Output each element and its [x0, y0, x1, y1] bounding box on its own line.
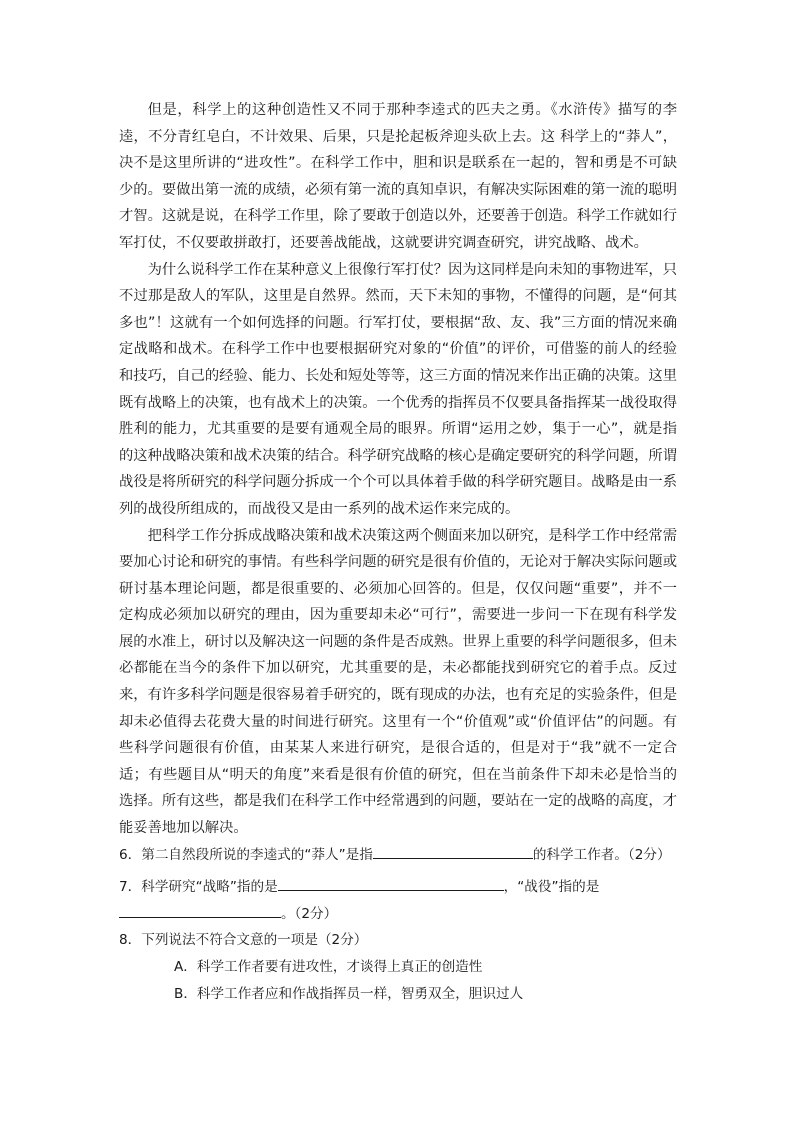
answer-blank-7-campaign[interactable]	[119, 903, 281, 918]
question-7-tail: 。（2分）	[281, 905, 338, 922]
question-6-text: 6．第二自然段所说的李逵式的“莽人”是指	[119, 846, 373, 863]
question-7	[119, 874, 677, 927]
answer-blank-7-strategy[interactable]	[278, 876, 504, 891]
passage-paragraph-1: 但是，科学上的这种创造性又不同于那种李逵式的匹夫之勇。《水浒传》描写的李逵，不分青红皂白，不计效果、后果，只是抡起板斧迎头砍上去。这 科学上的“莽人”，决不是这里所讲的“进攻性”。在科学工作中，胆和识是联系在一起的，智和勇是不可缺少的。要做出第一流的成绩，必须有第一流的真知卓识，有解决实际困难的第一流的聪明才智。这就是说，在科学工作里，除了要敢于创造以外，还要善于创造。科学工作就如行军打仗，不仅要敢拼敢打，还要善战能战，这就要讲究调查研究，讲究战略、战术。	[119, 102, 677, 251]
exam-page	[119, 97, 677, 1008]
question-8-option-b: B．科学工作者应和作战指挥员一样，智勇双全，胆识过人	[174, 986, 524, 1002]
passage-paragraph-2: 为什么说科学工作在某种意义上很像行军打仗？因为这同样是向未知的事物进军，只不过那是敌人的军队，这里是自然界。然而，天下未知的事物，不懂得的问题，是“何其多也”！这就有一个如何选择的问题。行军打仗，要根据“敌、友、我”三方面的情况来确定战略和战术。在科学工作中也要根据研究对象的“价值”的评价，可借鉴的前人的经验和技巧，自己的经验、能力、长处和短处等等，这三方面的情况来作出正确的决策。这里既有战略上的决策，也有战术上的决策。一个优秀的指挥员不仅要具备指挥某一战役取得胜利的能力，尤其重要的是要有通观全局的眼界。所谓“运用之妙，集于一心”，就是指的这种战略决策和战术决策的结合。科学研究战略的核心是确定要研究的科学问题，所谓战役是将所研究的科学问题分拆成一个个可以具体着手做的科学研究题目。战略是由一系列的战役所组成的，而战役又是由一系列的战术运作来完成的。	[119, 261, 677, 517]
question-7-text: 7．科学研究“战略”指的是	[119, 879, 278, 896]
question-6-tail: 的科学工作者。（2分）	[532, 846, 671, 863]
passage-paragraph-3: 把科学工作分拆成战略决策和战术决策这两个侧面来加以研究，是科学工作中经常需要加心讨论和研究的事情。有些科学问题的研究是很有价值的，无论对于解决实际问题或研讨基本理论问题，都是很重要的、必须加心回答的。但是，仅仅问题“重要”，并不一定构成必须加以研究的理由，因为重要却未必“可行”，需要进一步问一下在现有科学发展的水准上，研讨以及解决这一问题的条件是否成熟。世界上重要的科学问题很多，但未必都能在当今的条件下加以研究，尤其重要的是，未必都能找到研究它的着手点。反过来，有许多科学问题是很容易着手研究的，既有现成的办法，也有充足的实验条件，但是却未必值得去花费大量的时间进行研究。这里有一个“价值观”或“价值评估”的问题。有些科学问题很有价值，由某某人来进行研究，是很合适的，但是对于“我”就不一定合适；有些题目从“明天的角度”来看是很有价值的研究，但在当前条件下却未必是恰当的选择。所有这些，都是我们在科学工作中经常遇到的问题，要站在一定的战略的高度，才能妥善地加以解决。	[119, 527, 677, 837]
question-6	[119, 842, 677, 869]
answer-blank-6[interactable]	[373, 844, 533, 859]
question-7-middle: ，“战役”指的是	[503, 879, 600, 896]
question-8-option-a: A．科学工作者要有进攻性，才谈得上真正的创造性	[174, 959, 483, 975]
question-8: 8．下列说法不符合文意的一项是（2分）	[119, 932, 368, 949]
